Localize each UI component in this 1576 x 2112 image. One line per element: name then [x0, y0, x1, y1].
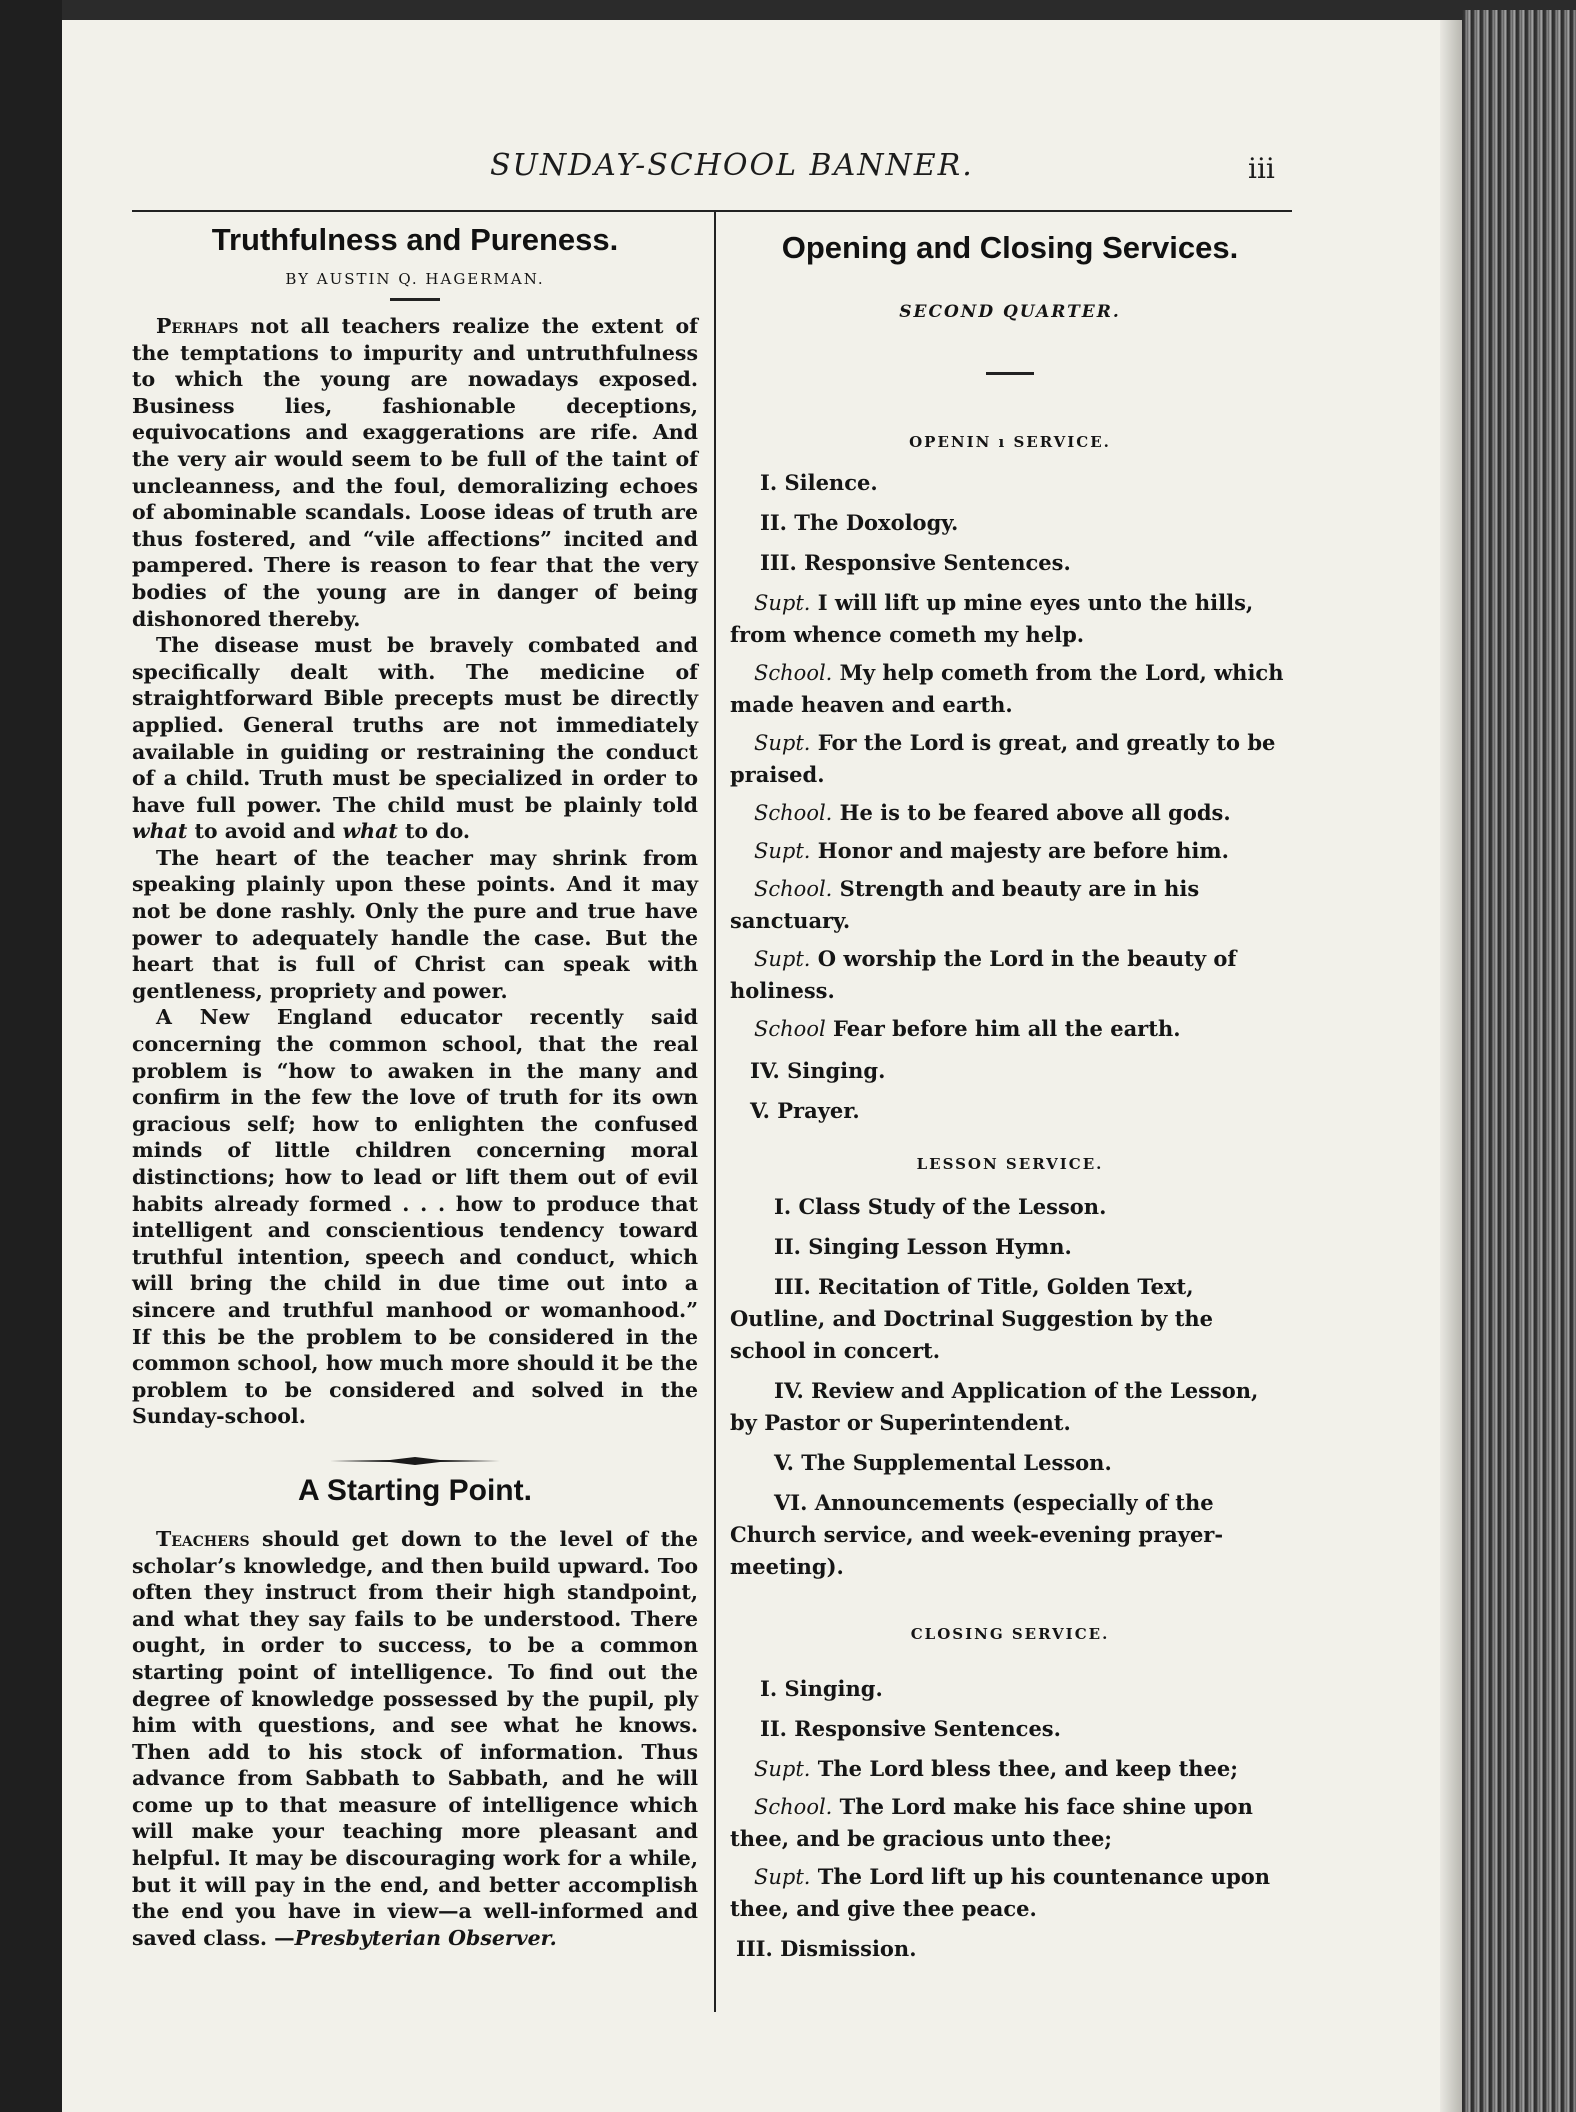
article-title: Truthfulness and Pureness. [211, 222, 619, 257]
opening-responses [730, 587, 1290, 1045]
speaker-label: Supt. [754, 1865, 811, 1889]
closing-service-heading: CLOSING SERVICE. [910, 1625, 1110, 1643]
quarter-label: SECOND QUARTER. [899, 302, 1121, 322]
speaker-label: School. [754, 1795, 833, 1819]
paragraph-text: should get down to the level of the scholar’s knowledge, and then build upward. Too often they instruct from their high standpoint, and what they say fails to be understood. There ought, in order to success, to be a common starting point of intelligence. To find out the degree of knowledge possessed by the pupil, ply him with questions, and see what he knows. Then add to his stock of information. Thus advance from Sabbath to Sabbath, and he will come up to that measure of intelligence which will make your teaching more pleasant and helpful. It may be discouraging work for a while, but it will pay in the end, and better accomplish the end you have in view—a well-informed and saved class. — [132, 1526, 698, 1950]
title-rule [390, 298, 440, 301]
responsive-line [730, 943, 1290, 1007]
response-text: I will lift up mine eyes unto the hills, from whence cometh my help. [730, 590, 1254, 647]
responsive-line [730, 835, 1290, 867]
drop-lead: Teachers [156, 1526, 250, 1551]
article-byline: BY AUSTIN Q. HAGERMAN. [285, 270, 545, 288]
scan-top-border [0, 0, 1576, 22]
paragraph-text: to avoid and [187, 819, 343, 844]
article-paragraph: The heart of the teacher may shrink from speaking plainly upon these points. And it may not be done rashly. Only the pure and true have power to adequately handle the case. But the heart that is full of Christ can speak with gentleness, propriety and power. [132, 845, 698, 1003]
response-text: The Lord make his face shine upon thee, and be gracious unto thee; [730, 1794, 1253, 1851]
responsive-line [730, 587, 1290, 651]
closing-items [730, 1669, 1290, 1749]
service-item: III. Responsive Sentences. [760, 550, 1071, 575]
lesson-item: II. Singing Lesson Hymn. [774, 1234, 1072, 1259]
response-text: My help cometh from the Lord, which made heaven and earth. [730, 660, 1284, 717]
page-edges-stack [1462, 10, 1576, 2112]
lesson-item: I. Class Study of the Lesson. [774, 1194, 1107, 1219]
service-item: I. Silence. [760, 470, 878, 495]
lesson-item: V. The Supplemental Lesson. [774, 1450, 1112, 1475]
page-number: iii [1248, 152, 1275, 185]
paragraph-text: not all teachers realize the extent of the temptations to impurity and untruthfulness to which the young are nowadays exposed. Business lies, fashionable deceptions, equivocations and exaggerations are rife. And the very air would seem to be full of the taint of uncleanness, and the foul, demoralizing echoes of abominable scandals. Loose ideas of truth are thus fostered, and “vile affections” incited and pampered. There is reason to fear that the very bodies of the young are in danger of being dishonored thereby. [132, 314, 698, 631]
article-paragraph: A New England educator recently said concerning the common school, that the real problem is “how to awaken in the many and confirm in the few the love of truth for its own gracious self; how to enlighten the confused minds of little children concerning moral distinctions; how to lead or lift them out of evil habits already formed . . . how to produce that intelligent and conscientious tendency toward truthful intention, speech and conduct, which will bring the child in due time out into a sincere and truthful manhood or womanhood.” If this be the problem to be considered in the common school, how much more should it be the problem to be considered and solved in the Sunday-school. [132, 1005, 698, 1429]
speaker-label: School [754, 1017, 826, 1041]
left-column [132, 212, 698, 1951]
closing-responses [730, 1753, 1290, 1925]
responsive-line [730, 797, 1290, 829]
service-item: I. Singing. [760, 1676, 883, 1701]
lesson-item: VI. Announcements (especially of the Church service, and week-evening prayer-meeting). [730, 1490, 1224, 1579]
lesson-service-heading: LESSON SERVICE. [916, 1155, 1104, 1173]
article-paragraph [132, 313, 698, 632]
response-text: The Lord lift up his countenance upon thee, and give thee peace. [730, 1864, 1271, 1921]
dismission-item: III. Dismission. [736, 1936, 917, 1961]
responsive-line [730, 873, 1290, 937]
responsive-line [730, 727, 1290, 791]
article-title: A Starting Point. [298, 1473, 532, 1507]
lesson-items [730, 1191, 1290, 1583]
speaker-label: Supt. [754, 591, 811, 615]
paragraph-text: The disease must be bravely combated and specifically dealt with. The medicine of straightforward Bible precepts must be directly applied. General truths are not immediately available in guiding or restraining the conduct of a child. Truth must be specialized in order to have full power. The child must be plainly told [132, 633, 698, 817]
article-paragraph [132, 632, 698, 845]
article-paragraph [132, 1526, 698, 1952]
right-column [730, 212, 1290, 1967]
opening-service-heading: OPENIN ı SERVICE. [909, 433, 1111, 451]
page-gutter-shadow [1440, 20, 1462, 2112]
response-text: Strength and beauty are in his sanctuary. [730, 876, 1200, 933]
lesson-item: IV. Review and Application of the Lesson, by Pastor or Superintendent. [730, 1378, 1259, 1435]
response-text: For the Lord is great, and greatly to be praised. [730, 730, 1276, 787]
opening-items-2 [730, 1051, 1290, 1131]
service-item: V. Prayer. [750, 1098, 860, 1123]
speaker-label: Supt. [754, 947, 811, 971]
lesson-item: III. Recitation of Title, Golden Text, Outline, and Doctrinal Suggestion by the school in concert. [730, 1274, 1214, 1363]
speaker-label: School. [754, 877, 833, 901]
responsive-line [730, 1791, 1290, 1855]
paragraph-text: to do. [397, 819, 471, 844]
speaker-label: School. [754, 801, 833, 825]
responsive-line [730, 1753, 1290, 1785]
response-text: Fear before him all the earth. [825, 1016, 1181, 1041]
speaker-label: School. [754, 661, 833, 685]
response-text: The Lord bless thee, and keep thee; [810, 1756, 1239, 1781]
emphasis: what [132, 819, 188, 844]
response-text: Honor and majesty are before him. [810, 838, 1229, 863]
response-text: He is to be feared above all gods. [832, 800, 1231, 825]
speaker-label: Supt. [754, 839, 811, 863]
column-divider [714, 212, 716, 2012]
ornament-divider-icon [330, 1456, 500, 1466]
service-item: IV. Singing. [750, 1058, 886, 1083]
speaker-label: Supt. [754, 1757, 811, 1781]
response-text: O worship the Lord in the beauty of holiness. [730, 946, 1237, 1003]
source-citation: Presbyterian Observer. [294, 1925, 557, 1950]
speaker-label: Supt. [754, 731, 811, 755]
emphasis: what [342, 819, 398, 844]
services-title: Opening and Closing Services. [781, 230, 1239, 265]
drop-lead: Perhaps [156, 314, 239, 338]
opening-items [730, 463, 1290, 583]
service-item: II. Responsive Sentences. [760, 1716, 1061, 1741]
responsive-line [730, 657, 1290, 721]
responsive-line [730, 1861, 1290, 1925]
running-title: SUNDAY-SCHOOL BANNER. [490, 148, 974, 183]
book-spine-left [0, 0, 62, 2112]
section-rule [986, 372, 1034, 375]
responsive-line [730, 1013, 1290, 1045]
service-item: II. The Doxology. [760, 510, 959, 535]
